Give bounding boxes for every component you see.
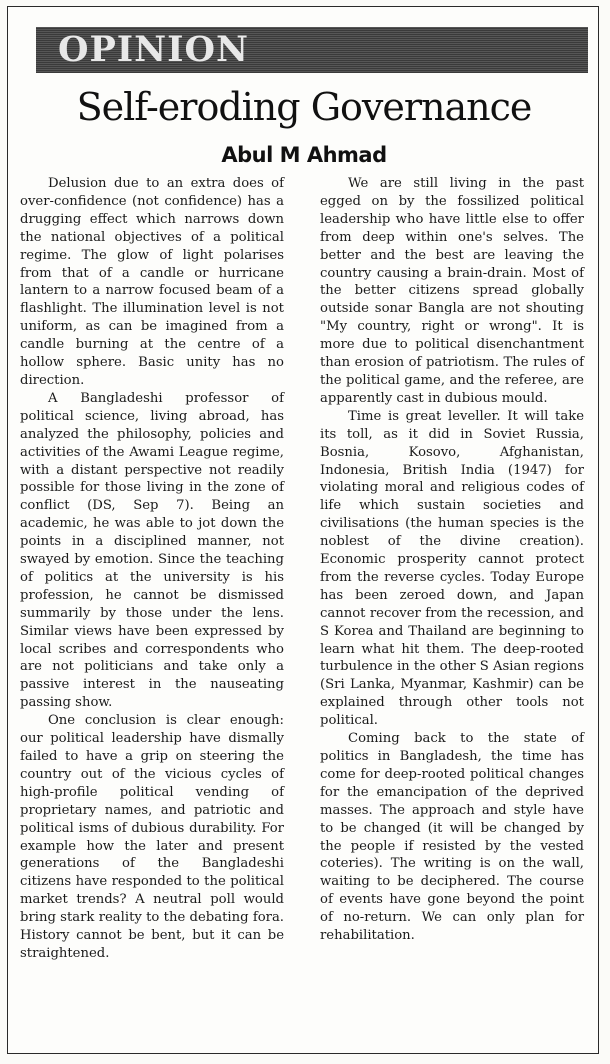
section-banner bbox=[36, 27, 588, 73]
left-column bbox=[20, 175, 284, 963]
headline: Self-eroding Governance bbox=[76, 85, 532, 129]
paragraph: We are still living in the past egged on by the fossilized political leadership who have little else to offer from deep within one's selves. The better and the best are leaving the country causing a brain-drain. Most of the better citizens spread globally outside sonar Bangla are not shouting "My country, right or wrong". It is more due to political disenchantment than erosion of patriotism. The rules of the political game, and the referee, are apparently cast in dubious mould. bbox=[320, 176, 584, 406]
paragraph: Time is great leveller. It will take its toll, as it did in Soviet Russia, Bosnia, Kosovo, Afghanistan, Indonesia, British India (1947) for violating moral and religious codes of life which sustain societies and civilisations (the human species is the noblest of the divine creation). Economic prosperity cannot protect from the reverse cycles. Today Europe has been zeroed down, and Japan cannot recover from the recession, and S Korea and Thailand are beginning to learn what hit them. The deep-rooted turbulence in the other S Asian regions (Sri Lanka, Myanmar, Kashmir) can be explained through other tools not political. bbox=[320, 408, 584, 729]
right-column bbox=[320, 175, 584, 945]
section-label: OPINION bbox=[58, 29, 250, 70]
article-clipping bbox=[7, 6, 599, 1054]
paragraph: One conclusion is clear enough: our political leadership have dismally failed to have a grip on steering the country out of the vicious cycles of high-profile political vending of proprietary names, and patriotic and political isms of dubious durability. For example how the later and present generations of the Bangladeshi citizens have responded to the political market trends? A neutral poll would bring stark reality to the debating fora. History cannot be bent, but it can be straightened. bbox=[20, 713, 284, 961]
paragraph: Coming back to the state of politics in Bangladesh, the time has come for deep-rooted political changes for the emancipation of the deprived masses. The approach and style have to be changed (it will be changed by the people if resisted by the vested coteries). The writing is on the wall, waiting to be deciphered. The course of events have gone beyond the point of no-return. We can only plan for rehabilitation. bbox=[320, 731, 584, 944]
paragraph: Delusion due to an extra does of over-confidence (not confidence) has a drugging effect which narrows down the national objectives of a political regime. The glow of light polarises from that of a candle or hurricane lantern to a narrow focused beam of a flashlight. The illumination level is not uniform, as can be imagined from a candle burning at the centre of a hollow sphere. Basic unity has no direction. bbox=[20, 176, 284, 388]
paragraph: A Bangladeshi professor of political science, living abroad, has analyzed the philosophy, policies and activities of the Awami League regime, with a distant perspective not readily possible for those living in the zone of conflict (DS, Sep 7). Being an academic, he was able to jot down the points in a disciplined manner, not swayed by emotion. Since the teaching of politics at the university is his profession, he cannot be dismissed summarily by those under the lens. Similar views have been expressed by local scribes and correspondents who are not politicians and take only a passive interest in the nauseating passing show. bbox=[20, 390, 284, 711]
byline: Abul M Ahmad bbox=[221, 143, 387, 167]
